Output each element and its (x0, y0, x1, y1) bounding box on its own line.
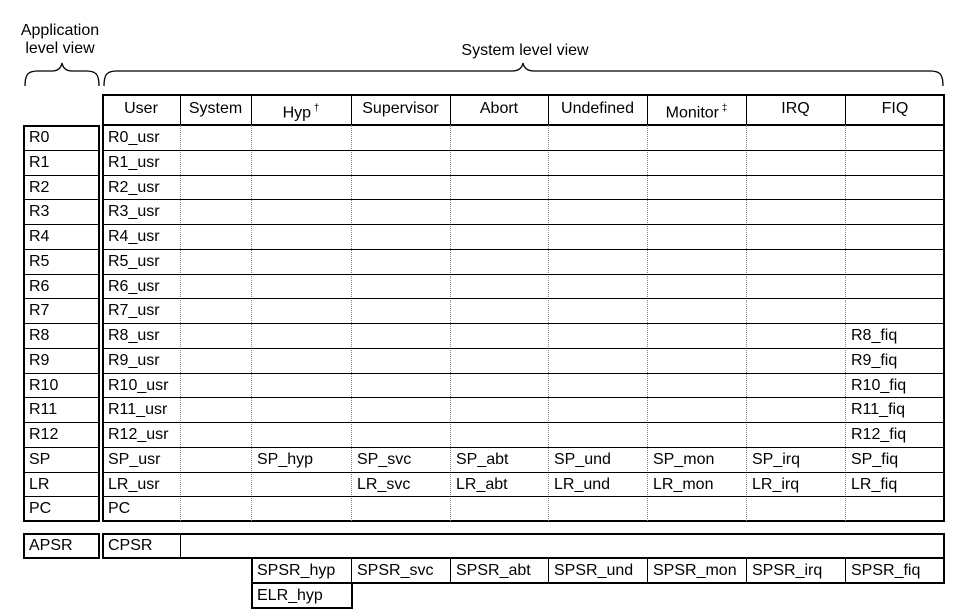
spsr-register: SPSR_irq (752, 562, 823, 579)
app-register: R10 (29, 377, 59, 394)
user-register: LR_usr (108, 476, 160, 493)
spsr-register: SPSR_mon (653, 562, 737, 579)
user-register: R2_usr (108, 179, 160, 196)
footnote-mark: ‡ (719, 103, 728, 114)
app-register: PC (29, 500, 52, 517)
app-register: R4 (29, 228, 50, 245)
column-header-label: User (124, 100, 158, 117)
banked-register: SP_hyp (257, 451, 314, 468)
banked-register: R10_fiq (851, 377, 907, 394)
banked-register: SP_fiq (851, 451, 899, 468)
banked-register: R12_fiq (851, 426, 907, 443)
spsr-register: SPSR_und (554, 562, 634, 579)
banked-register: LR_und (554, 476, 611, 493)
footnote-mark: † (311, 103, 320, 114)
column-header (251, 100, 351, 122)
column-header-label: Monitor (665, 104, 719, 122)
row-divider (102, 496, 945, 497)
row-divider (102, 249, 945, 250)
app-register: R11 (29, 401, 58, 418)
spsr-divider (351, 558, 352, 583)
cpsr-box (102, 533, 945, 559)
user-register: R1_usr (108, 154, 160, 171)
elr-hyp-label: ELR_hyp (257, 587, 323, 604)
row-divider (102, 397, 945, 398)
app-view-line2: level view (25, 40, 95, 57)
banked-register: LR_irq (752, 476, 800, 493)
row-divider (102, 348, 945, 349)
spsr-divider (548, 558, 549, 583)
user-register: R10_usr (108, 377, 169, 394)
user-register: R9_usr (108, 352, 160, 369)
banked-register: R11_fiq (851, 401, 905, 418)
banked-register: SP_svc (357, 451, 412, 468)
app-register: SP (29, 451, 51, 468)
banked-register: LR_mon (653, 476, 714, 493)
column-header (548, 100, 647, 118)
app-register: R12 (29, 426, 59, 443)
row-divider (102, 447, 945, 448)
app-register: R5 (29, 253, 50, 270)
user-register: R7_usr (108, 302, 160, 319)
row-divider (102, 224, 945, 225)
user-register: PC (108, 500, 131, 517)
user-register: R4_usr (108, 228, 160, 245)
row-divider (102, 150, 945, 151)
column-header (102, 100, 180, 118)
banked-register: SP_mon (653, 451, 715, 468)
system-view-brace (103, 62, 945, 88)
row-divider (102, 175, 945, 176)
app-register: LR (29, 476, 50, 493)
system-register-table (102, 94, 945, 522)
column-header-label: Hyp (282, 104, 312, 122)
banked-register: SP_irq (752, 451, 801, 468)
column-header-label: Supervisor (362, 100, 439, 117)
spsr-divider (450, 558, 451, 583)
column-header-label: FIQ (881, 100, 909, 117)
header-divider (102, 124, 945, 126)
user-register: R5_usr (108, 253, 160, 270)
column-header (647, 100, 746, 122)
cpsr-label: CPSR (108, 537, 153, 554)
user-register: R11_usr (108, 401, 168, 418)
app-register: R3 (29, 203, 50, 220)
app-register: R2 (29, 179, 50, 196)
app-register: R1 (29, 154, 50, 171)
app-register: R0 (29, 129, 50, 146)
row-divider (102, 323, 945, 324)
spsr-register: SPSR_svc (357, 562, 434, 579)
spsr-register: SPSR_fiq (851, 562, 921, 579)
user-register: R0_usr (108, 129, 160, 146)
column-header-label: Undefined (561, 100, 634, 117)
app-view-line1: Application (20, 22, 100, 39)
spsr-divider (647, 558, 648, 583)
row-divider (102, 472, 945, 473)
row-divider (102, 298, 945, 299)
system-level-view-label: System level view (461, 42, 589, 59)
app-register: R9 (29, 352, 50, 369)
spsr-divider (845, 558, 846, 583)
column-header (450, 100, 548, 118)
user-register: R12_usr (108, 426, 169, 443)
app-register: R8 (29, 327, 50, 344)
column-header (845, 100, 945, 118)
user-register: SP_usr (108, 451, 161, 468)
spsr-divider (746, 558, 747, 583)
banked-register: LR_fiq (851, 476, 898, 493)
banked-register: SP_abt (456, 451, 509, 468)
user-register: R6_usr (108, 278, 160, 295)
column-header-label: System (188, 100, 243, 117)
row-divider (102, 422, 945, 423)
banked-register: LR_abt (456, 476, 508, 493)
row-divider (102, 373, 945, 374)
column-header-label: IRQ (781, 100, 810, 117)
apsr-label: APSR (29, 537, 73, 554)
banked-register: SP_und (554, 451, 611, 468)
row-divider (102, 199, 945, 200)
row-divider (102, 274, 945, 275)
column-header (180, 100, 251, 118)
user-register: R3_usr (108, 203, 160, 220)
cpsr-divider (180, 534, 181, 558)
column-header-label: Abort (479, 100, 519, 117)
application-level-view-label (10, 22, 110, 58)
spsr-register: SPSR_hyp (257, 562, 336, 579)
app-register: R6 (29, 278, 50, 295)
banked-register: R8_fiq (851, 327, 898, 344)
spsr-register: SPSR_abt (456, 562, 531, 579)
column-header (351, 100, 450, 118)
banked-register: R9_fiq (851, 352, 898, 369)
app-register: R7 (29, 302, 50, 319)
user-register: R8_usr (108, 327, 160, 344)
column-header (746, 100, 845, 118)
app-view-brace (24, 62, 100, 88)
banked-register: LR_svc (357, 476, 411, 493)
